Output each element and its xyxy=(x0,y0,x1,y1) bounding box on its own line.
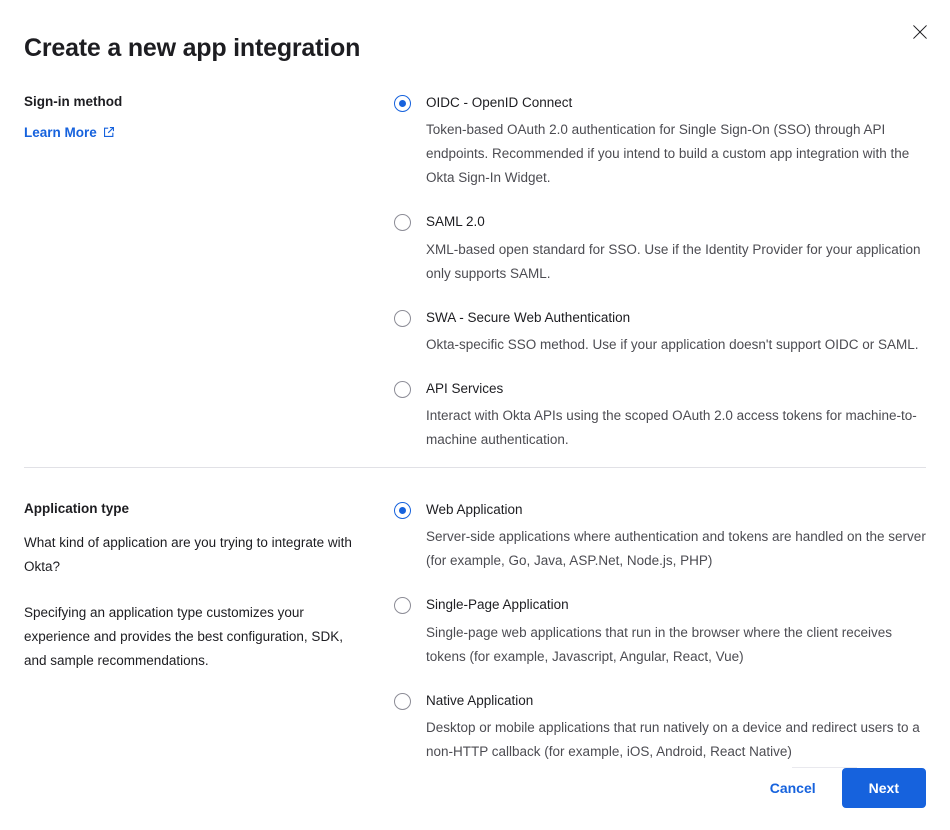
app-type-option-spa-title: Single-Page Application xyxy=(426,597,569,613)
dialog-footer xyxy=(24,768,926,808)
signin-option-saml-title: SAML 2.0 xyxy=(426,214,485,230)
cancel-button[interactable]: Cancel xyxy=(758,770,828,806)
app-type-option-native[interactable] xyxy=(394,691,926,764)
signin-method-left xyxy=(24,93,394,452)
close-icon-glyph xyxy=(912,24,928,40)
radio-api-services[interactable] xyxy=(394,381,411,398)
page-title: Create a new app integration xyxy=(24,34,361,62)
app-type-option-web-desc: Server-side applications where authentication and tokens are handled on the server (for example, Go, Java, ASP.Net, Node.js, PHP) xyxy=(426,529,926,569)
application-type-left xyxy=(24,500,394,764)
radio-saml[interactable] xyxy=(394,214,411,231)
app-type-option-web[interactable] xyxy=(394,500,926,573)
signin-option-swa-desc: Okta-specific SSO method. Use if your application doesn't support OIDC or SAML. xyxy=(426,336,919,352)
radio-swa[interactable] xyxy=(394,310,411,327)
signin-method-label: Sign-in method xyxy=(24,94,123,109)
application-type-desc-1: What kind of application are you trying to integrate with Okta? xyxy=(24,534,352,574)
signin-option-saml-desc: XML-based open standard for SSO. Use if the Identity Provider for your application only supports SAML. xyxy=(426,241,921,281)
section-divider xyxy=(24,467,926,468)
signin-method-options xyxy=(394,93,926,452)
learn-more-label: Learn More xyxy=(24,124,97,140)
signin-option-api-services-title: API Services xyxy=(426,380,504,396)
signin-option-oidc-title: OIDC - OpenID Connect xyxy=(426,95,573,110)
radio-web-application[interactable] xyxy=(394,502,411,519)
app-type-option-web-title: Web Application xyxy=(426,502,523,517)
app-type-option-native-desc: Desktop or mobile applications that run natively on a device and redirect users to a non-HTTP callback (for example, iOS, Android, React Native) xyxy=(426,719,920,759)
external-link-icon xyxy=(103,126,115,138)
application-type-desc-2: Specifying an application type customizes your experience and provides the best configuration, SDK, and sample recommendations. xyxy=(24,604,343,668)
signin-option-swa-title: SWA - Secure Web Authentication xyxy=(426,309,631,325)
close-icon[interactable] xyxy=(904,16,936,48)
radio-oidc[interactable] xyxy=(394,95,411,112)
learn-more-link[interactable] xyxy=(24,125,115,140)
app-type-option-native-title: Native Application xyxy=(426,692,534,708)
signin-option-oidc-desc: Token-based OAuth 2.0 authentication for Single Sign-On (SSO) through API endpoints. Recommended if you intend to build a custom app integration with the Okta Sign-In Widget. xyxy=(426,122,910,186)
signin-option-saml[interactable] xyxy=(394,212,926,285)
signin-option-swa[interactable] xyxy=(394,308,926,357)
app-type-option-spa-desc: Single-page web applications that run in the browser where the client receives tokens (for example, Javascript, Angular, React, Vue) xyxy=(426,624,893,664)
application-type-label: Application type xyxy=(24,501,130,516)
app-type-option-spa[interactable] xyxy=(394,595,926,668)
signin-option-api-services-desc: Interact with Okta APIs using the scoped OAuth 2.0 access tokens for machine-to-machine authentication. xyxy=(426,408,917,448)
radio-native-application[interactable] xyxy=(394,693,411,710)
radio-single-page-application[interactable] xyxy=(394,597,411,614)
signin-option-api-services[interactable] xyxy=(394,379,926,452)
next-button[interactable]: Next xyxy=(842,768,926,808)
application-type-section xyxy=(24,500,926,764)
application-type-options xyxy=(394,500,926,764)
signin-option-oidc[interactable] xyxy=(394,93,926,190)
signin-method-section xyxy=(24,93,926,452)
